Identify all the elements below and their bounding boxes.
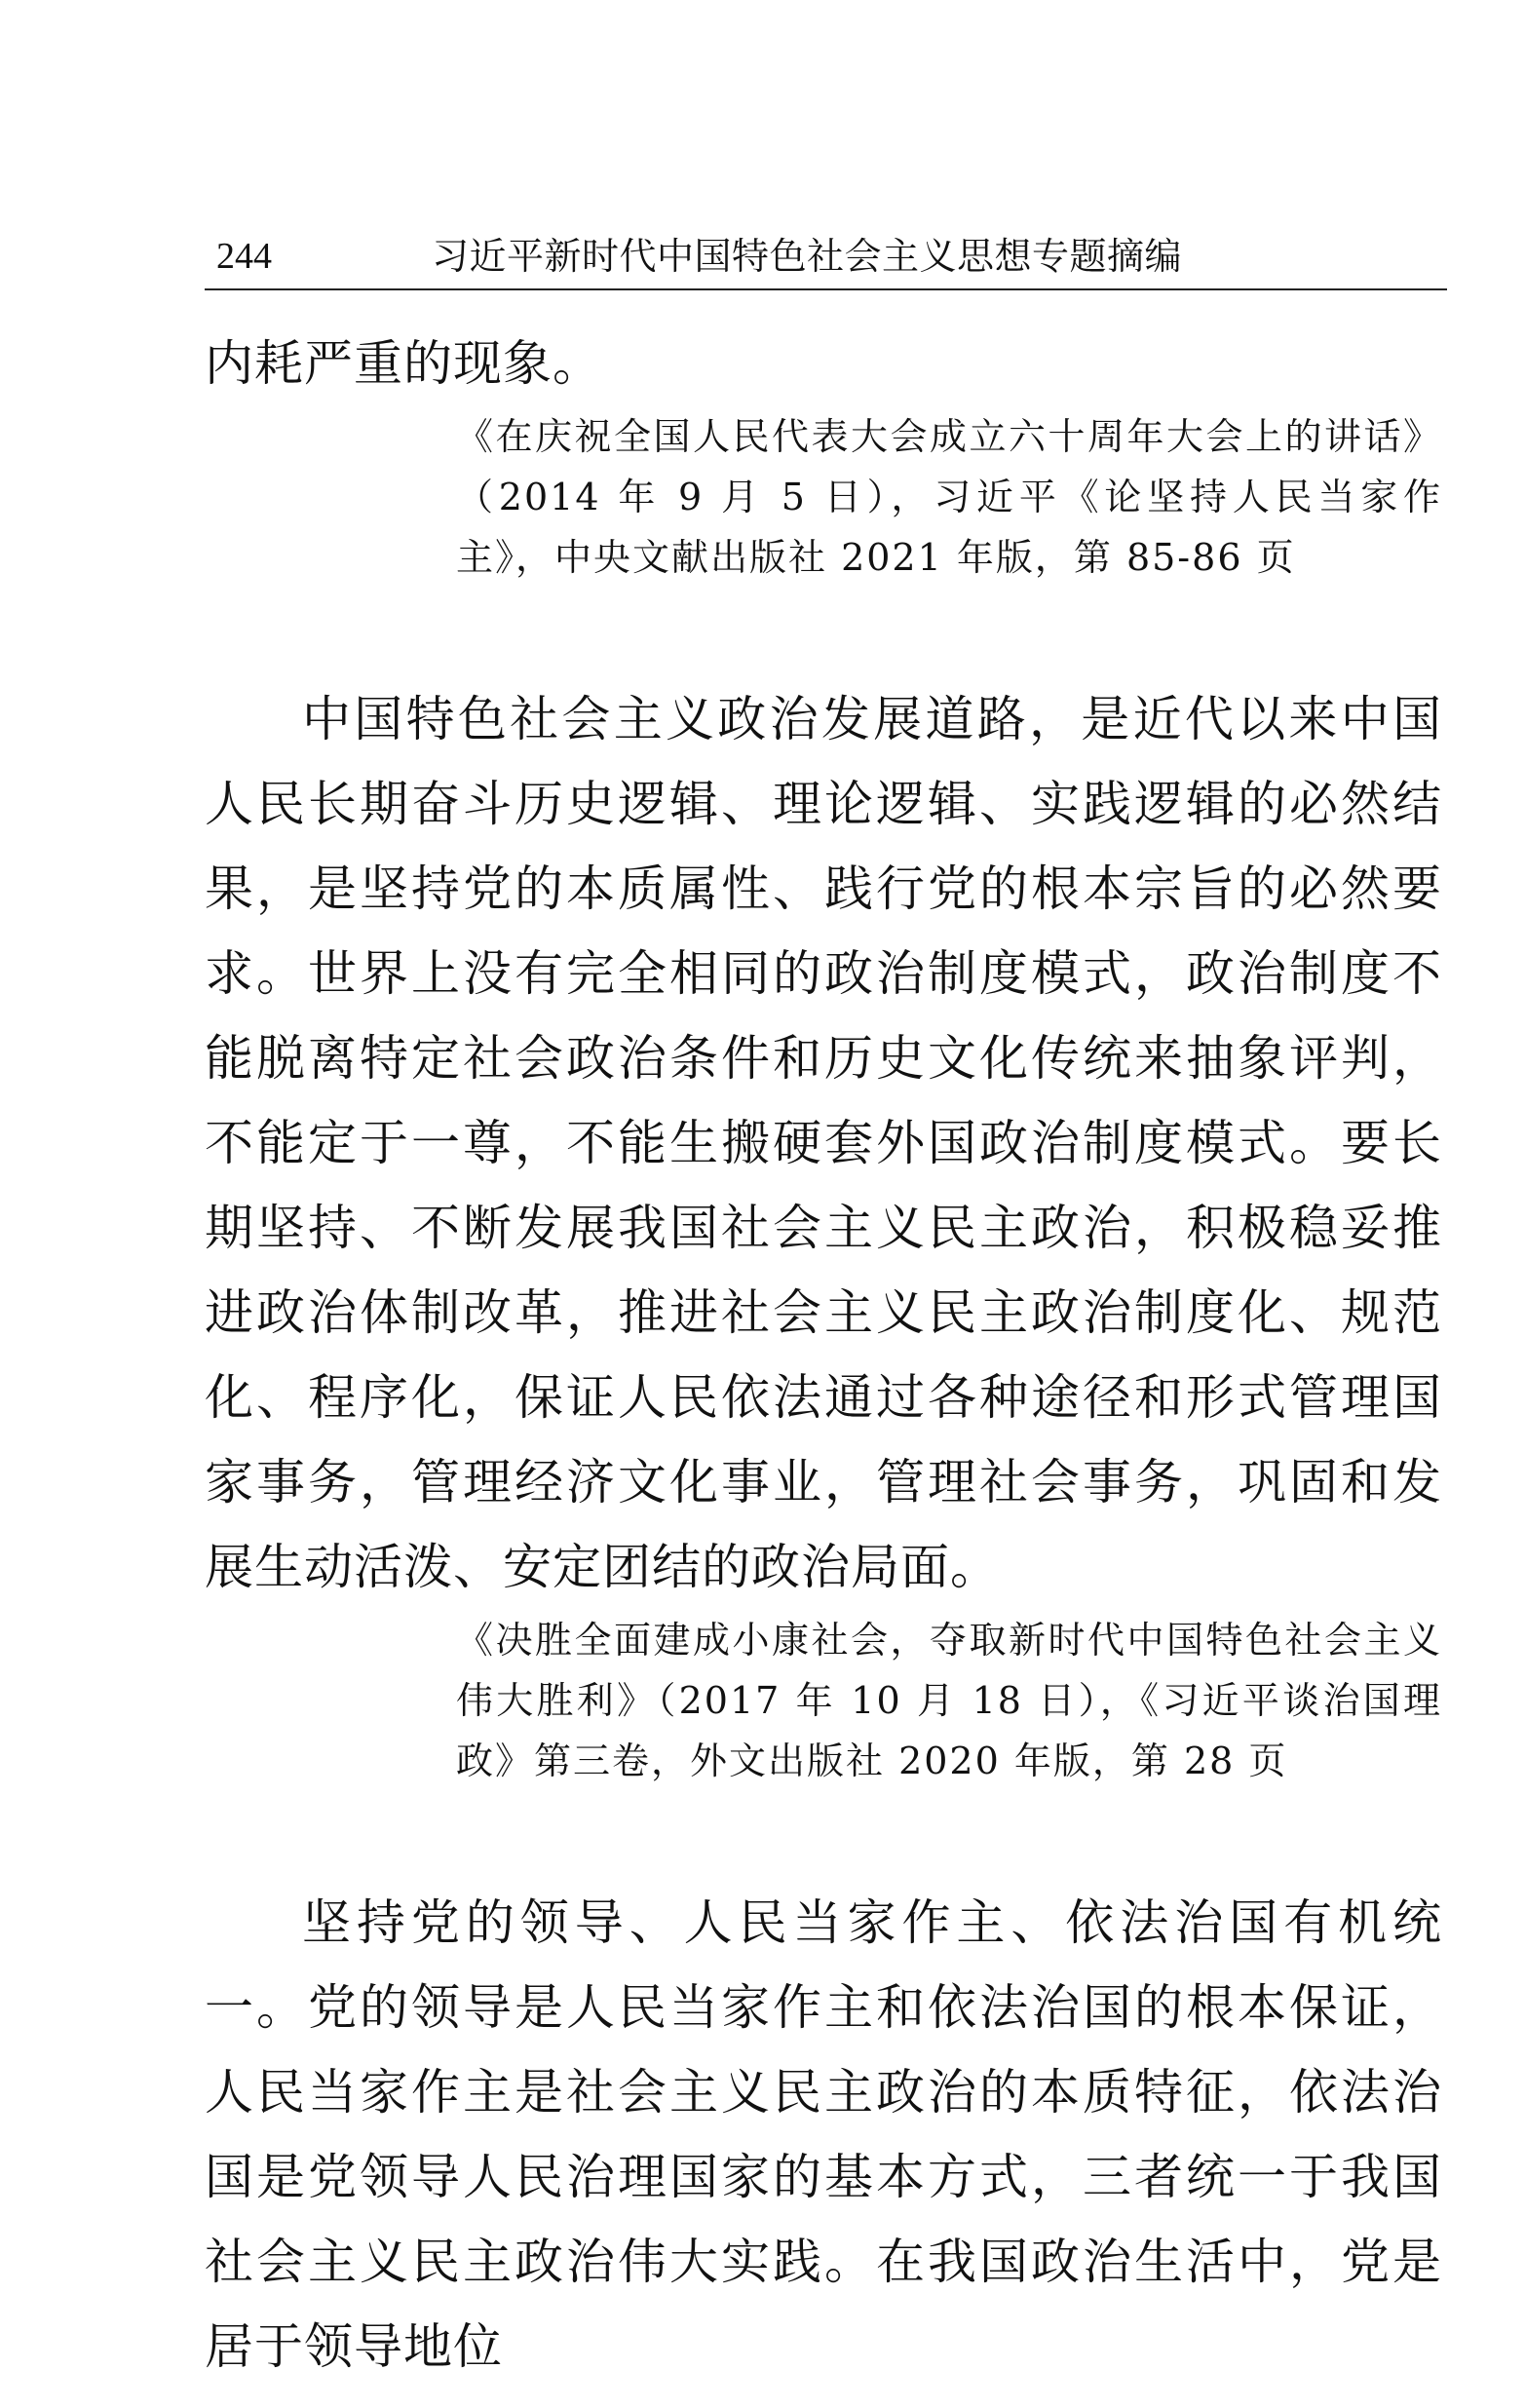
page-header (205, 226, 1447, 290)
citation-source: 《决胜全面建成小康社会，夺取新时代中国特色社会主义伟大胜利》（2017 年 10 月 18 日），《习近平谈治国理政》第三卷，外文出版社 2020 年版，第 28 页 (456, 1619, 1442, 1782)
page-number: 244 (216, 236, 272, 277)
section-gap (205, 588, 1442, 677)
body-paragraph-continued: 内耗严重的现象。 (205, 335, 602, 392)
section-gap (205, 1791, 1442, 1881)
citation-source: 《在庆祝全国人民代表大会成立六十周年大会上的讲话》（2014 年 9 月 5 日），习近平《论坚持人民当家作主》，中央文献出版社 2021 年版，第 85-86 页 (456, 415, 1442, 579)
running-title: 习近平新时代中国特色社会主义思想专题摘编 (432, 235, 1183, 278)
body-paragraph: 坚持党的领导、人民当家作主、依法治国有机统一。党的领导是人民当家作主和依法治国的根本保证，人民当家作主是社会主义民主政治的本质特征，依法治国是党领导人民治理国家的基本方式，三者统一于我国社会主义民主政治伟大实践。在我国政治生活中，党是居于领导地位 (205, 1894, 1442, 2375)
body-paragraph: 中国特色社会主义政治发展道路，是近代以来中国人民长期奋斗历史逻辑、理论逻辑、实践逻辑的必然结果，是坚持党的本质属性、践行党的根本宗旨的必然要求。世界上没有完全相同的政治制度模式，政治制度不能脱离特定社会政治条件和历史文化传统来抽象评判，不能定于一尊，不能生搬硬套外国政治制度模式。要长期坚持、不断发展我国社会主义民主政治，积极稳妥推进政治体制改革，推进社会主义民主政治制度化、规范化、程序化，保证人民依法通过各种途径和形式管理国家事务，管理经济文化事业，管理社会事务，巩固和发展生动活泼、安定团结的政治局面。 (205, 691, 1442, 1595)
page-content (205, 322, 1442, 2389)
